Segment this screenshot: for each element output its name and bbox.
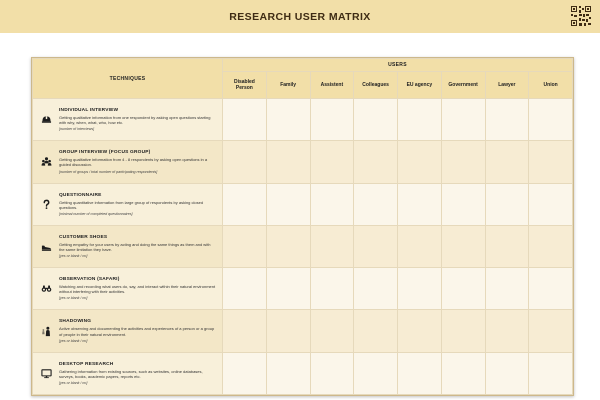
matrix-cell[interactable]	[529, 183, 573, 225]
matrix-cell[interactable]	[310, 225, 354, 267]
matrix-cell[interactable]	[529, 141, 573, 183]
shoe-icon	[41, 241, 52, 252]
matrix-cell[interactable]	[529, 99, 573, 141]
matrix-cell[interactable]	[441, 183, 485, 225]
matrix-cell[interactable]	[529, 352, 573, 394]
matrix-cell[interactable]	[354, 310, 398, 352]
table-row	[33, 268, 573, 310]
matrix-cell[interactable]	[441, 352, 485, 394]
matrix-cell[interactable]	[398, 352, 442, 394]
matrix-cell[interactable]	[223, 352, 267, 394]
matrix-cell[interactable]	[485, 141, 529, 183]
matrix-cell[interactable]	[529, 268, 573, 310]
matrix-cell[interactable]	[441, 99, 485, 141]
matrix-cell[interactable]	[354, 352, 398, 394]
research-user-matrix	[31, 57, 574, 396]
matrix-cell[interactable]	[266, 225, 310, 267]
matrix-cell[interactable]	[485, 352, 529, 394]
technique-name: INDIVIDUAL INTERVIEW	[59, 107, 119, 113]
matrix-cell[interactable]	[398, 225, 442, 267]
matrix-cell[interactable]	[398, 141, 442, 183]
matrix-cell[interactable]	[398, 183, 442, 225]
technique-cell	[33, 99, 223, 141]
matrix-cell[interactable]	[485, 99, 529, 141]
technique-name: GROUP INTERVIEW (FOCUS GROUP)	[59, 150, 151, 156]
column-header: Disabled Person	[223, 72, 267, 99]
technique-description: Getting qualitative information from 4 - 8 respondents by asking open questions in a guided discussion.	[59, 157, 208, 168]
technique-cell	[33, 141, 223, 183]
matrix-cell[interactable]	[266, 99, 310, 141]
matrix-cell[interactable]	[485, 310, 529, 352]
matrix-cell[interactable]	[310, 352, 354, 394]
matrix-cell[interactable]	[354, 183, 398, 225]
column-header: Colleagues	[354, 72, 398, 99]
technique-description: Getting quantitative information from large group of respondents by asking closed questions.	[59, 199, 204, 210]
technique-description: Getting qualitative information from one respondent by asking open questions starting with why, when, what, who, how etc.	[59, 114, 211, 126]
table-row	[33, 352, 573, 394]
matrix-cell[interactable]	[266, 352, 310, 394]
technique-note: [yes or blank / no]	[59, 338, 88, 343]
matrix-cell[interactable]	[398, 310, 442, 352]
users-header: USERS	[223, 59, 573, 72]
matrix-cell[interactable]	[441, 141, 485, 183]
matrix-cell[interactable]	[354, 99, 398, 141]
matrix-cell[interactable]	[310, 268, 354, 310]
technique-note: [yes or blank / no]	[59, 254, 88, 259]
table-row	[33, 183, 573, 225]
technique-name: OBSERVATION (SAFARI)	[59, 277, 120, 283]
technique-cell	[33, 352, 223, 394]
technique-name: QUESTIONNAIRE	[59, 192, 102, 198]
technique-note: [number of interviews]	[59, 127, 95, 132]
table-row	[33, 310, 573, 352]
table-row	[33, 141, 573, 183]
technique-description: Active observing and documenting the activities and experiences of a person or a group of people in their natural environment.	[59, 326, 215, 337]
matrix-cell[interactable]	[223, 268, 267, 310]
matrix-cell[interactable]	[485, 268, 529, 310]
technique-name: DESKTOP RESEARCH	[59, 361, 114, 367]
column-header: Government	[441, 72, 485, 99]
techniques-header: TECHNIQUES	[33, 59, 223, 99]
matrix-cell[interactable]	[354, 225, 398, 267]
technique-name: CUSTOMER SHOES	[59, 234, 108, 240]
technique-cell	[33, 268, 223, 310]
column-header: Assistent	[310, 72, 354, 99]
technique-description: Gathering information from existing sources, such as websites, online databases, surveys, books, academic papers, reports etc.	[59, 368, 203, 379]
matrix-cell[interactable]	[485, 225, 529, 267]
page-title: RESEARCH USER MATRIX	[229, 10, 371, 23]
group-icon	[41, 156, 52, 167]
matrix-table	[32, 58, 573, 395]
matrix-cell[interactable]	[266, 310, 310, 352]
column-header: Union	[529, 72, 573, 99]
matrix-cell[interactable]	[310, 99, 354, 141]
matrix-cell[interactable]	[223, 183, 267, 225]
matrix-cell[interactable]	[223, 141, 267, 183]
column-header: Family	[266, 72, 310, 99]
technique-note: [yes or blank / no]	[59, 381, 88, 386]
technique-cell	[33, 183, 223, 225]
matrix-cell[interactable]	[310, 183, 354, 225]
matrix-cell[interactable]	[223, 310, 267, 352]
matrix-cell[interactable]	[354, 141, 398, 183]
table-row	[33, 225, 573, 267]
matrix-cell[interactable]	[223, 225, 267, 267]
technique-note: [yes or blank / no]	[59, 296, 88, 301]
matrix-cell[interactable]	[354, 268, 398, 310]
qr-code-icon	[570, 5, 592, 27]
matrix-cell[interactable]	[266, 183, 310, 225]
matrix-cell[interactable]	[529, 225, 573, 267]
matrix-cell[interactable]	[266, 268, 310, 310]
matrix-cell[interactable]	[441, 225, 485, 267]
binoculars-icon	[41, 283, 52, 294]
matrix-cell[interactable]	[223, 99, 267, 141]
matrix-cell[interactable]	[441, 268, 485, 310]
table-row	[33, 99, 573, 141]
technique-cell	[33, 225, 223, 267]
monitor-icon	[41, 368, 52, 379]
matrix-cell[interactable]	[441, 310, 485, 352]
technique-note: [number of groups / total number of participating respondents]	[59, 169, 158, 174]
technique-description: Watching and recording what users do, say, and interact within their natural environment without interfering with their activities.	[59, 284, 216, 295]
question-mark-icon	[41, 199, 52, 210]
technique-name: SHADOWING	[59, 319, 92, 325]
matrix-cell[interactable]	[310, 310, 354, 352]
technique-description: Getting empathy for your users by acting and doing the same things as them and with the same limitation they have.	[59, 241, 211, 252]
helmet-icon	[41, 114, 52, 125]
header-band	[0, 0, 600, 33]
technique-note: [minimal number of completed questionnaires]	[59, 211, 133, 216]
column-header: EU agency	[398, 72, 442, 99]
matrix-cell[interactable]	[266, 141, 310, 183]
technique-cell	[33, 310, 223, 352]
matrix-cell[interactable]	[398, 268, 442, 310]
column-header: Lawyer	[485, 72, 529, 99]
matrix-cell[interactable]	[398, 99, 442, 141]
matrix-cell[interactable]	[529, 310, 573, 352]
matrix-cell[interactable]	[485, 183, 529, 225]
shadow-person-icon	[41, 326, 52, 337]
matrix-cell[interactable]	[310, 141, 354, 183]
